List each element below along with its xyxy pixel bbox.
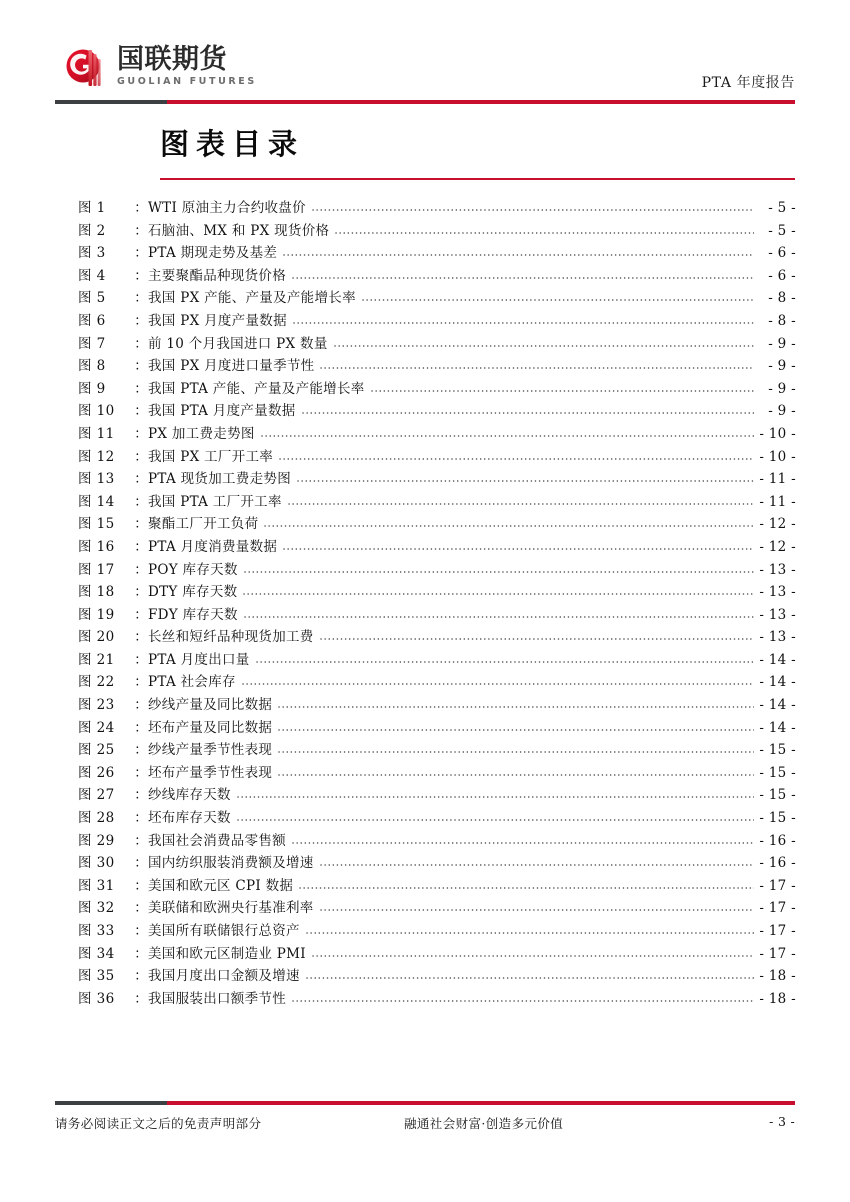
toc-entry-colon: ： — [134, 764, 148, 781]
toc-entry-colon: ： — [134, 584, 148, 601]
toc-entry-page-number: - 10 - — [759, 425, 796, 442]
toc-entry-label: 美国和欧元区 CPI 数据 — [148, 877, 294, 894]
toc-dot-leader — [319, 357, 754, 370]
toc-entry-page-number: - 5 - — [768, 222, 796, 239]
toc-entry-label: 聚酯工厂开工负荷 — [148, 516, 259, 533]
toc-entry-page-number: - 17 - — [759, 923, 796, 939]
toc-dot-leader — [319, 854, 754, 867]
toc-entry[interactable] — [78, 987, 796, 1010]
toc-entry-label: 纱线库存天数 — [148, 787, 231, 804]
toc-entry[interactable] — [78, 648, 796, 671]
toc-dot-leader — [236, 809, 754, 822]
toc-entry-colon: ： — [134, 855, 148, 872]
logo-wordmark — [117, 43, 257, 87]
toc-dot-leader — [291, 832, 754, 845]
toc-dot-leader — [311, 945, 754, 958]
toc-entry-label: 我国 PX 月度进口量季节性 — [148, 358, 315, 375]
toc-entry-page-number: - 15 - — [759, 764, 796, 781]
footer-divider-red-segment — [167, 1101, 795, 1105]
toc-entry-page-number: - 10 - — [759, 448, 796, 465]
footer-page-number: - 3 - — [769, 1114, 795, 1129]
toc-entry-page-number: - 15 - — [759, 742, 796, 759]
toc-entry-number: 图 5 — [78, 290, 106, 307]
toc-entry-number: 图 19 — [78, 606, 115, 623]
toc-entry-number: 图 7 — [78, 335, 106, 352]
toc-entry[interactable] — [78, 399, 796, 422]
toc-entry-page-number: - 12 - — [759, 538, 796, 555]
toc-entry-page-number: - 14 - — [759, 674, 796, 691]
toc-entry-label: 美国和欧元区制造业 PMI — [148, 945, 306, 962]
toc-entry[interactable] — [78, 377, 796, 400]
toc-entry[interactable] — [78, 783, 796, 806]
toc-entry-colon: ： — [134, 742, 148, 759]
toc-entry[interactable] — [78, 241, 796, 264]
toc-entry-page-number: - 17 - — [759, 877, 796, 894]
toc-entry-number: 图 14 — [78, 493, 115, 510]
toc-entry-colon: ： — [134, 697, 148, 714]
toc-dot-leader — [296, 470, 754, 483]
toc-entry[interactable] — [78, 467, 796, 490]
toc-dot-leader — [263, 515, 754, 528]
toc-entry-label: 我国 PTA 月度产量数据 — [148, 403, 296, 420]
toc-entry-page-number: - 13 - — [759, 584, 796, 601]
toc-entry-label: 我国 PX 工厂开工率 — [148, 448, 274, 465]
toc-entry-number: 图 23 — [78, 697, 115, 714]
page-footer — [55, 1114, 795, 1136]
toc-entry-colon: ： — [134, 810, 148, 827]
toc-entry-number: 图 28 — [78, 810, 115, 827]
company-name-en: GUOLIAN FUTURES — [117, 75, 257, 87]
toc-entry-colon: ： — [134, 538, 148, 555]
toc-entry-number: 图 8 — [78, 358, 106, 375]
toc-entry-page-number: - 8 - — [768, 312, 796, 329]
toc-entry-label: 我国月度出口金额及增速 — [148, 968, 300, 985]
toc-entry-colon: ： — [134, 787, 148, 804]
toc-entry-colon: ： — [134, 832, 148, 849]
toc-entry-page-number: - 9 - — [768, 335, 796, 352]
toc-entry-number: 图 9 — [78, 380, 106, 397]
toc-entry-colon: ： — [134, 719, 148, 736]
toc-entry-label: POY 库存天数 — [148, 561, 238, 578]
toc-entry[interactable] — [78, 738, 796, 761]
toc-entry-label: PTA 社会库存 — [148, 674, 236, 691]
toc-entry-number: 图 26 — [78, 764, 115, 781]
toc-entry-page-number: - 5 - — [768, 200, 796, 216]
toc-entry-page-number: - 12 - — [759, 516, 796, 533]
toc-entry[interactable] — [78, 919, 796, 942]
toc-entry-page-number: - 16 - — [759, 832, 796, 849]
toc-entry-label: 我国 PTA 产能、产量及产能增长率 — [148, 380, 365, 397]
toc-entry[interactable] — [78, 512, 796, 535]
toc-entry-page-number: - 17 - — [759, 945, 796, 962]
toc-entry-colon: ： — [134, 674, 148, 691]
toc-dot-leader — [319, 899, 754, 912]
toc-entry-label: 主要聚酯品种现货价格 — [148, 267, 286, 284]
toc-entry-page-number: - 11 - — [759, 493, 796, 510]
toc-entry-colon: ： — [134, 968, 148, 985]
toc-entry-number: 图 1 — [78, 200, 106, 216]
page-header — [0, 0, 850, 110]
toc-entry-label: PTA 月度出口量 — [148, 651, 250, 668]
toc-entry[interactable] — [78, 693, 796, 716]
toc-entry-colon: ： — [134, 471, 148, 488]
toc-dot-leader — [260, 425, 754, 438]
toc-dot-leader — [305, 967, 754, 980]
toc-entry-colon: ： — [134, 358, 148, 375]
toc-dot-leader — [298, 877, 754, 890]
toc-entry-page-number: - 6 - — [768, 267, 796, 284]
toc-entry-colon: ： — [134, 290, 148, 307]
toc-dot-leader — [243, 606, 754, 619]
toc-entry-label: 国内纺织服装消费额及增速 — [148, 855, 314, 872]
toc-entry[interactable] — [78, 851, 796, 874]
toc-dot-leader — [287, 493, 754, 506]
toc-entry-label: 纱线产量及同比数据 — [148, 697, 273, 714]
toc-dot-leader — [277, 764, 754, 777]
toc-entry-colon: ： — [134, 448, 148, 465]
toc-entry-label: 纱线产量季节性表现 — [148, 742, 273, 759]
toc-dot-leader — [243, 561, 754, 574]
toc-entry-label: 前 10 个月我国进口 PX 数量 — [148, 335, 328, 352]
toc-entry-page-number: - 16 - — [759, 855, 796, 872]
toc-dot-leader — [305, 922, 754, 935]
toc-entry-number: 图 21 — [78, 651, 115, 668]
toc-entry[interactable] — [78, 558, 796, 581]
toc-entry-number: 图 34 — [78, 945, 115, 962]
toc-entry-colon: ： — [134, 629, 148, 646]
toc-entry-page-number: - 11 - — [759, 471, 796, 488]
toc-entry[interactable] — [78, 445, 796, 468]
toc-entry-number: 图 6 — [78, 312, 106, 329]
toc-entry-label: WTI 原油主力合约收盘价 — [148, 200, 306, 216]
toc-entry-colon: ： — [134, 403, 148, 420]
toc-entry-page-number: - 18 - — [759, 990, 796, 1007]
toc-entry-number: 图 35 — [78, 968, 115, 985]
toc-dot-leader — [242, 583, 754, 596]
toc-entry-number: 图 16 — [78, 538, 115, 555]
toc-dot-leader — [292, 312, 754, 325]
toc-entry-colon: ： — [134, 493, 148, 510]
toc-entry-page-number: - 18 - — [759, 968, 796, 985]
footer-slogan: 融通社会财富·创造多元价值 — [404, 1116, 564, 1131]
toc-entry-number: 图 3 — [78, 245, 106, 262]
toc-entry-label: 我国服装出口额季节性 — [148, 990, 286, 1007]
toc-entry-page-number: - 15 - — [759, 787, 796, 804]
toc-entry[interactable] — [78, 761, 796, 784]
header-divider-red-segment — [167, 100, 795, 104]
toc-entry-page-number: - 14 - — [759, 697, 796, 714]
toc-entry-label: 我国 PX 月度产量数据 — [148, 312, 287, 329]
toc-entry[interactable] — [78, 942, 796, 965]
toc-entry-label: 我国 PTA 工厂开工率 — [148, 493, 282, 510]
toc-dot-leader — [282, 538, 754, 551]
toc-dot-leader — [282, 244, 754, 257]
toc-entry[interactable] — [78, 829, 796, 852]
toc-entry-number: 图 25 — [78, 742, 115, 759]
toc-dot-leader — [361, 289, 754, 302]
footer-disclaimer: 请务必阅读正文之后的免责声明部分 — [55, 1116, 262, 1131]
toc-entry-label: 我国 PX 产能、产量及产能增长率 — [148, 290, 356, 307]
toc-entry[interactable] — [78, 580, 796, 603]
table-of-contents — [78, 196, 796, 1009]
toc-entry-number: 图 36 — [78, 990, 115, 1007]
toc-dot-leader — [277, 741, 754, 754]
toc-entry-page-number: - 17 - — [759, 900, 796, 917]
toc-entry[interactable] — [78, 670, 796, 693]
toc-entry-label: 美联储和欧洲央行基准利率 — [148, 900, 314, 917]
toc-entry[interactable] — [78, 535, 796, 558]
toc-entry-number: 图 24 — [78, 719, 115, 736]
toc-entry-page-number: - 14 - — [759, 651, 796, 668]
toc-entry-number: 图 20 — [78, 629, 115, 646]
toc-entry-label: DTY 库存天数 — [148, 584, 238, 601]
toc-entry[interactable] — [78, 286, 796, 309]
toc-entry-number: 图 10 — [78, 403, 115, 420]
toc-entry-number: 图 33 — [78, 923, 115, 939]
toc-entry-page-number: - 6 - — [768, 245, 796, 262]
footer-divider — [55, 1101, 795, 1105]
toc-entry[interactable] — [78, 716, 796, 739]
toc-entry[interactable] — [78, 264, 796, 287]
toc-entry-label: 美国所有联储银行总资产 — [148, 923, 300, 939]
toc-entry-number: 图 18 — [78, 584, 115, 601]
toc-dot-leader — [301, 402, 754, 415]
toc-entry-colon: ： — [134, 222, 148, 239]
toc-entry-label: PTA 期现走势及基差 — [148, 245, 278, 262]
toc-entry-colon: ： — [134, 312, 148, 329]
toc-entry[interactable] — [78, 332, 796, 355]
toc-entry-colon: ： — [134, 651, 148, 668]
toc-entry-label: PX 加工费走势图 — [148, 425, 255, 442]
toc-dot-leader — [333, 335, 754, 348]
toc-entry-number: 图 22 — [78, 674, 115, 691]
toc-entry-label: 长丝和短纤品种现货加工费 — [148, 629, 314, 646]
page-title: 图表目录 — [160, 127, 305, 161]
toc-entry-page-number: - 13 - — [759, 606, 796, 623]
toc-entry-label: 坯布库存天数 — [148, 810, 231, 827]
toc-entry-colon: ： — [134, 945, 148, 962]
toc-entry-number: 图 32 — [78, 900, 115, 917]
toc-dot-leader — [291, 267, 754, 280]
toc-entry-label: 我国社会消费品零售额 — [148, 832, 286, 849]
toc-dot-leader — [278, 448, 754, 461]
toc-entry-colon: ： — [134, 380, 148, 397]
toc-entry-page-number: - 9 - — [768, 358, 796, 375]
toc-entry-number: 图 27 — [78, 787, 115, 804]
toc-entry-number: 图 17 — [78, 561, 115, 578]
toc-dot-leader — [370, 380, 754, 393]
toc-entry-page-number: - 9 - — [768, 380, 796, 397]
toc-entry-label: FDY 库存天数 — [148, 606, 238, 623]
toc-dot-leader — [334, 222, 754, 235]
toc-entry-number: 图 15 — [78, 516, 115, 533]
toc-entry[interactable] — [78, 625, 796, 648]
toc-entry-colon: ： — [134, 877, 148, 894]
toc-entry-page-number: - 14 - — [759, 719, 796, 736]
toc-entry-number: 图 11 — [78, 425, 115, 442]
toc-entry-colon: ： — [134, 561, 148, 578]
header-divider-dark-segment — [55, 100, 167, 104]
toc-entry[interactable] — [78, 964, 796, 987]
footer-divider-dark-segment — [55, 1101, 167, 1105]
toc-entry-page-number: - 8 - — [768, 290, 796, 307]
toc-entry-colon: ： — [134, 990, 148, 1007]
toc-entry[interactable] — [78, 874, 796, 897]
toc-entry-number: 图 13 — [78, 471, 115, 488]
toc-entry[interactable] — [78, 309, 796, 332]
toc-entry[interactable] — [78, 603, 796, 626]
toc-entry-page-number: - 15 - — [759, 810, 796, 827]
toc-entry-page-number: - 9 - — [768, 403, 796, 420]
toc-entry-colon: ： — [134, 335, 148, 352]
guolian-flame-emblem-icon — [62, 42, 108, 90]
toc-dot-leader — [319, 628, 754, 641]
toc-entry-colon: ： — [134, 425, 148, 442]
toc-entry-label: 坯布产量及同比数据 — [148, 719, 273, 736]
toc-entry-colon: ： — [134, 606, 148, 623]
toc-entry[interactable] — [78, 896, 796, 919]
toc-entry-number: 图 29 — [78, 832, 115, 849]
toc-dot-leader — [277, 719, 754, 732]
toc-entry-number: 图 12 — [78, 448, 115, 465]
toc-dot-leader — [277, 696, 754, 709]
toc-entry[interactable] — [78, 354, 796, 377]
toc-entry-colon: ： — [134, 900, 148, 917]
toc-entry-label: PTA 现货加工费走势图 — [148, 471, 291, 488]
company-logo — [62, 42, 257, 90]
toc-entry-page-number: - 13 - — [759, 629, 796, 646]
toc-entry-colon: ： — [134, 200, 148, 216]
toc-entry[interactable] — [78, 196, 796, 219]
toc-entry-page-number: - 13 - — [759, 561, 796, 578]
toc-dot-leader — [241, 673, 754, 686]
toc-entry[interactable] — [78, 219, 796, 242]
header-divider — [55, 100, 795, 104]
toc-entry[interactable] — [78, 490, 796, 513]
toc-entry-label: PTA 月度消费量数据 — [148, 538, 278, 555]
toc-entry-label: 坯布产量季节性表现 — [148, 764, 273, 781]
toc-entry-colon: ： — [134, 245, 148, 262]
report-title: PTA 年度报告 — [701, 75, 795, 91]
toc-dot-leader — [236, 786, 754, 799]
toc-entry[interactable] — [78, 422, 796, 445]
toc-entry-colon: ： — [134, 267, 148, 284]
toc-entry-label: 石脑油、MX 和 PX 现货价格 — [148, 222, 330, 239]
toc-entry-number: 图 2 — [78, 222, 106, 239]
toc-entry-colon: ： — [134, 516, 148, 533]
toc-entry-number: 图 4 — [78, 267, 106, 284]
toc-dot-leader — [291, 990, 754, 1003]
toc-dot-leader — [311, 199, 754, 212]
toc-entry-number: 图 31 — [78, 877, 115, 894]
page-title-underline — [160, 178, 795, 180]
toc-entry-number: 图 30 — [78, 855, 115, 872]
toc-dot-leader — [255, 651, 754, 664]
toc-entry-colon: ： — [134, 923, 148, 939]
company-name-cn: 国联期货 — [117, 43, 227, 75]
toc-entry[interactable] — [78, 806, 796, 829]
